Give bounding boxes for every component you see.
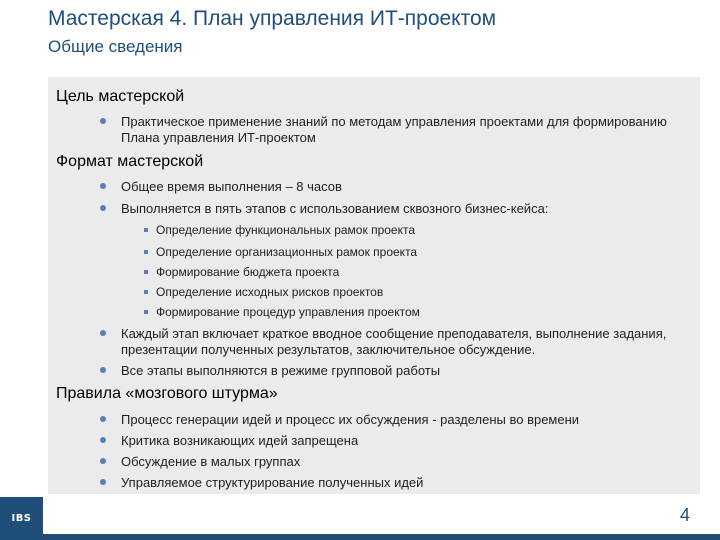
bullet-icon — [100, 205, 106, 211]
rules-bullet: Процесс генерации идей и процесс их обсуждения - разделены во времени — [121, 412, 580, 427]
bullet-icon — [100, 367, 106, 373]
format-heading: Формат мастерской — [56, 153, 204, 170]
bullet-icon — [100, 183, 106, 189]
left-margin — [0, 77, 48, 494]
page-number: 4 — [679, 505, 690, 525]
stage-item: Формирование бюджета проекта — [156, 265, 340, 279]
square-bullet-icon — [144, 290, 148, 294]
stage-item: Определение функциональных рамок проекта — [156, 223, 416, 237]
bullet-icon — [100, 479, 106, 485]
format-bullet: Выполняется в пять этапов с использованием сквозного бизнес-кейса: — [121, 201, 549, 216]
rules-bullet: Обсуждение в малых группах — [121, 454, 301, 469]
ibs-logo: IBS — [0, 497, 43, 540]
footer-bar — [43, 534, 720, 540]
rules-bullet: Управляемое структурирование полученных идей — [121, 475, 424, 490]
format-bullet: Общее время выполнения – 8 часов — [121, 179, 342, 194]
bullet-icon — [100, 330, 106, 336]
square-bullet-icon — [144, 310, 148, 314]
bullet-icon — [100, 437, 106, 443]
stage-item: Определение исходных рисков проектов — [156, 285, 384, 299]
rules-bullet: Критика возникающих идей запрещена — [121, 433, 359, 448]
square-bullet-icon — [144, 250, 148, 254]
slide-title: Мастерская 4. План управления ИТ-проектом — [48, 7, 497, 30]
bullet-icon — [100, 416, 106, 422]
bullet-icon — [100, 118, 106, 124]
stage-item: Определение организационных рамок проекта — [156, 245, 418, 259]
format-bullet: Каждый этап включает краткое вводное сообщение преподавателя, выполнение задания, презентации полученных результатов, заключительное обсуждение. — [121, 326, 667, 357]
goal-bullet: Практическое применение знаний по методам управления проектами для формированию Плана управления ИТ-проектом — [121, 114, 667, 145]
slide-subtitle: Общие сведения — [48, 37, 183, 56]
rules-heading: Правила «мозгового штурма» — [56, 385, 278, 402]
format-bullet: Все этапы выполняются в режиме групповой работы — [121, 363, 441, 378]
bullet-icon — [100, 458, 106, 464]
stage-item: Формирование процедур управления проектом — [156, 305, 420, 319]
goal-heading: Цель мастерской — [56, 88, 185, 105]
square-bullet-icon — [144, 228, 148, 232]
square-bullet-icon — [144, 270, 148, 274]
